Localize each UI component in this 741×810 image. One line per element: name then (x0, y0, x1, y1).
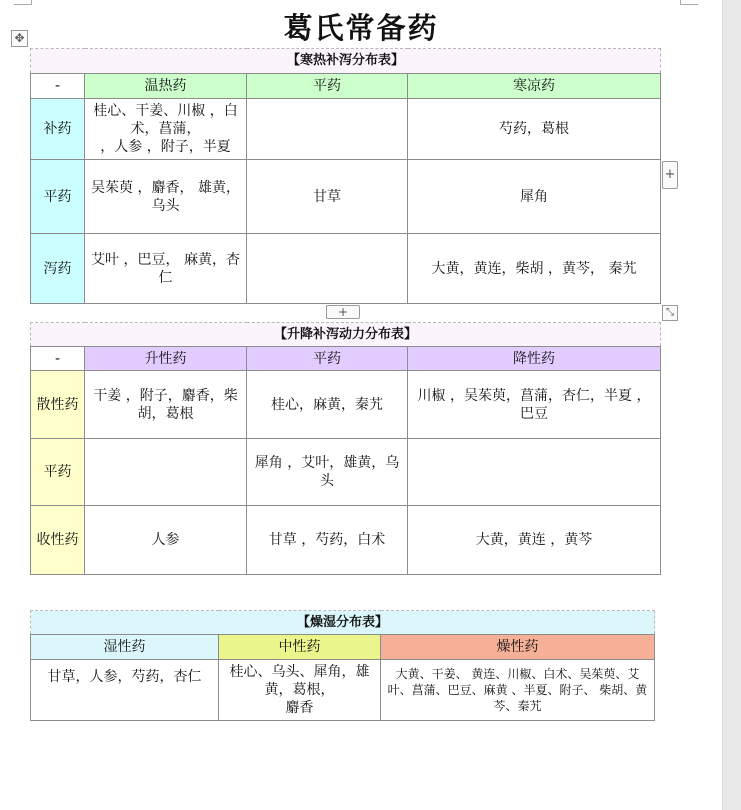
page-title: 葛氏常备药 (283, 11, 439, 45)
table-cell[interactable]: 川椒 ，吴茱萸，菖蒲，杏仁，半夏 ，巴豆 (408, 371, 661, 439)
table-cell[interactable]: 大黄，黄连，柴胡 ，黄芩， 秦艽 (408, 234, 661, 304)
corner-cell: - (31, 347, 85, 371)
page-corner-marker (680, 0, 698, 5)
column-header: 中性药 (219, 635, 381, 660)
table-move-icon[interactable]: ✥ (11, 30, 28, 47)
corner-cell: - (31, 74, 85, 99)
column-header: 平药 (247, 347, 408, 371)
page-corner-marker (14, 0, 32, 5)
table-cell[interactable]: 犀角 (408, 160, 661, 234)
table-caption: 【燥湿分布表】 (31, 611, 655, 635)
table-cell[interactable]: 甘草，人参，芍药，杏仁 (31, 660, 219, 721)
row-header: 平药 (31, 439, 85, 506)
row-header: 泻药 (31, 234, 85, 304)
ascend-descend-table (30, 322, 661, 575)
table-cell[interactable]: 艾叶 ，巴豆， 麻黄，杏仁 (85, 234, 247, 304)
add-column-button[interactable]: + (662, 161, 678, 189)
table-cell[interactable]: 犀角 ，艾叶，雄黄，乌头 (247, 439, 408, 506)
column-header: 寒凉药 (408, 74, 661, 99)
table-cell[interactable] (408, 439, 661, 506)
dry-damp-table (30, 610, 655, 721)
cold-heat-table (30, 48, 661, 304)
table-cell[interactable]: 干姜 ，附子，麝香，柴胡，葛根 (85, 371, 247, 439)
table-cell[interactable]: 桂心，麻黄，秦艽 (247, 371, 408, 439)
table-cell[interactable] (247, 99, 408, 160)
table-cell[interactable]: 大黄、干姜、 黄连、川椒、白术、吴茱萸、艾叶、菖蒲、巴豆、麻黄 、半夏、附子、 柴胡、黄芩、秦艽 (381, 660, 655, 721)
table-cell[interactable] (85, 439, 247, 506)
column-header: 降性药 (408, 347, 661, 371)
column-header: 温热药 (85, 74, 247, 99)
row-header: 散性药 (31, 371, 85, 439)
table-cell[interactable]: 桂心、干姜、川椒 ，白术，菖蒲， ，人参 ，附子，半夏 (85, 99, 247, 160)
table-cell[interactable]: 甘草 (247, 160, 408, 234)
add-row-button[interactable]: + (326, 305, 360, 319)
table-cell[interactable]: 吴茱萸 ，麝香， 雄黄，乌头 (85, 160, 247, 234)
table-cell[interactable]: 芍药，葛根 (408, 99, 661, 160)
table-cell[interactable]: 桂心、乌头、犀角，雄黄，葛根， 麝香 (219, 660, 381, 721)
column-header: 湿性药 (31, 635, 219, 660)
column-header: 燥性药 (381, 635, 655, 660)
table-resize-icon[interactable]: ⤡ (662, 305, 678, 321)
row-header: 收性药 (31, 506, 85, 575)
table-cell[interactable]: 甘草 ，芍药，白术 (247, 506, 408, 575)
row-header: 平药 (31, 160, 85, 234)
table-cell[interactable] (247, 234, 408, 304)
scrollbar-gutter[interactable] (722, 0, 741, 810)
table-cell[interactable]: 人参 (85, 506, 247, 575)
table-caption: 【寒热补泻分布表】 (31, 49, 661, 74)
column-header: 平药 (247, 74, 408, 99)
column-header: 升性药 (85, 347, 247, 371)
table-caption: 【升降补泻动力分布表】 (31, 323, 661, 347)
table-cell[interactable]: 大黄，黄连 ，黄芩 (408, 506, 661, 575)
row-header: 补药 (31, 99, 85, 160)
